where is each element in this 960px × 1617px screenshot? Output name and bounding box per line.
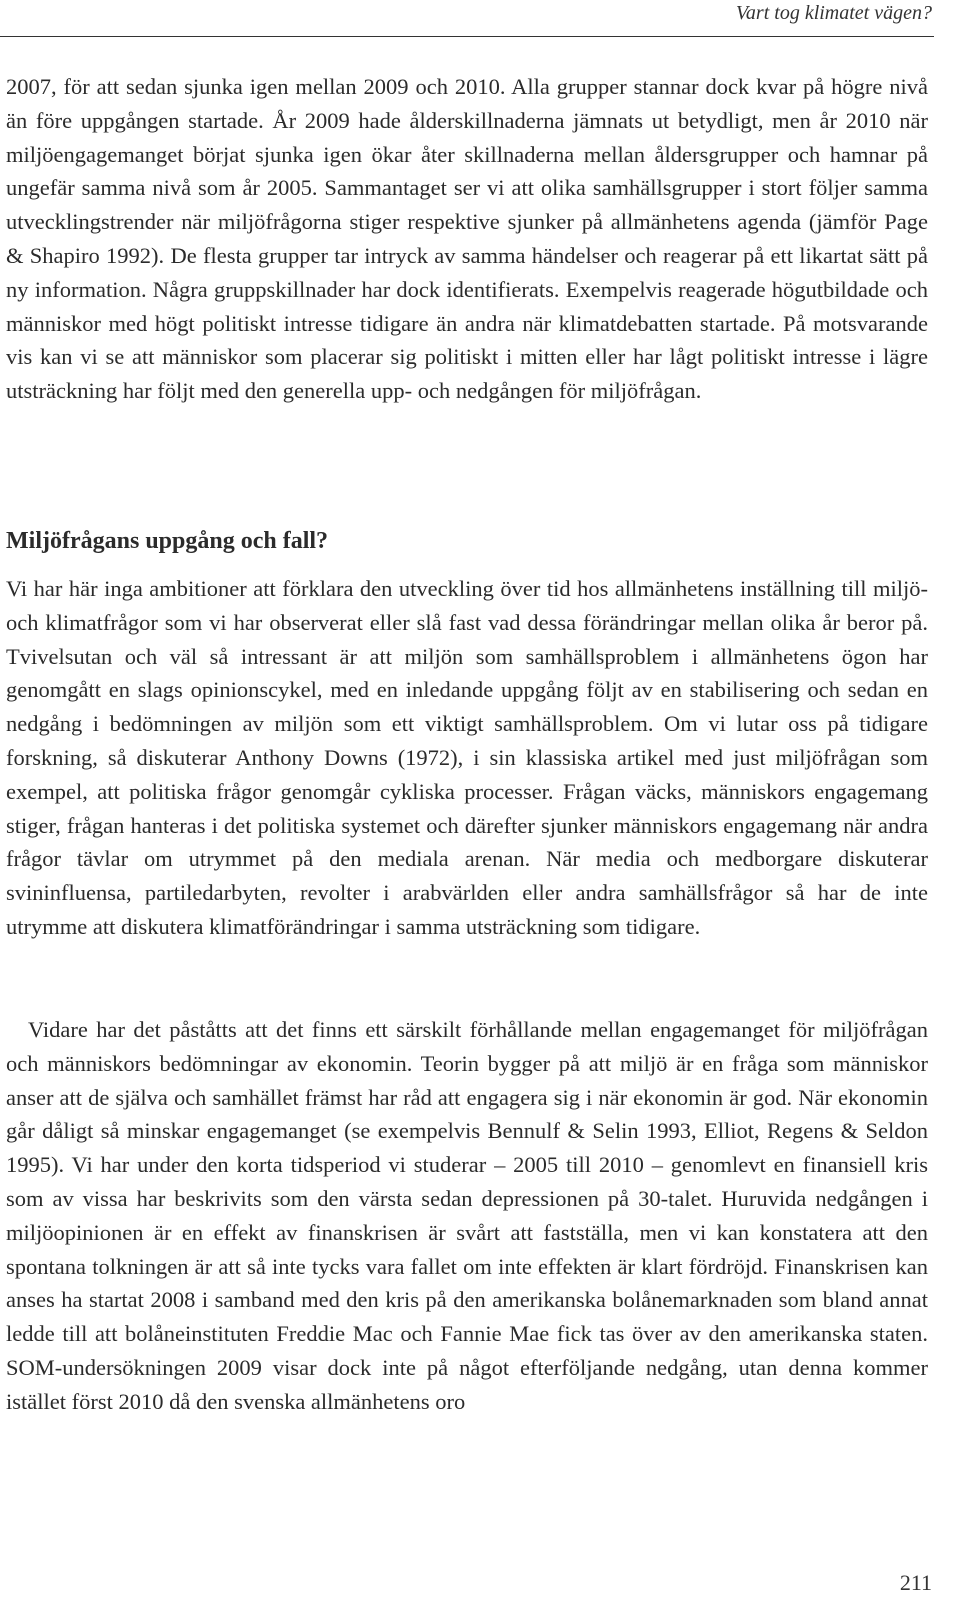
page-number: 211 <box>899 1570 932 1595</box>
paragraph-1: 2007, för att sedan sjunka igen mellan 2009 och 2010. Alla grupper stannar dock kvar på högre nivå än före uppgången startade. År 2009 hade ålderskillnaderna jämnats ut betydligt, men år 2010 när miljöengagemanget börjat sjunka igen ökar åter skillnaderna mellan åldersgrupper och hamnar på ungefär samma nivå som år 2005. Sammantaget ser vi att olika samhällsgrupper i stort följer samma utvecklingstrender när miljöfrågorna stiger respektive sjunker på allmänhetens agenda (jämför Page & Shapiro 1992). De flesta grupper tar intryck av samma händelser och reagerar på ett likartat sätt på ny information. Några gruppskillnader har dock identifierats. Exempelvis reagerade högutbildade och människor med högt politiskt intresse tidigare än andra när klimatdebatten startade. På motsvarande vis kan vi se att människor som placerar sig politiskt i mitten eller har lågt politiskt intresse i lägre utsträckning har följt med den generella upp- och nedgången för miljöfrågan. <box>6 74 928 404</box>
running-header: Vart tog klimatet vägen? <box>735 2 932 24</box>
section-heading: Miljöfrågans uppgång och fall? <box>6 528 329 554</box>
paragraph-2: Vi har här inga ambitioner att förklara den utveckling över tid hos allmänhetens inställning till miljö- och klimatfrågor som vi har observerat eller slå fast vad dessa förändringar mellan olika år beror på. Tvivelsutan och väl så intressant är att miljön som samhällsproblem i allmänhetens ögon har genomgått en slags opinionscykel, med en inledande uppgång följt av en stabilisering och sedan en nedgång i bedömningen av miljön som ett viktigt samhällsproblem. Om vi lutar oss på tidigare forskning, så diskuterar Anthony Downs (1972), i sin klassiska artikel med just miljöfrågan som exempel, att politiska frågor genomgår cykliska processer. Frågan väcks, människors engagemang stiger, frågan hanteras i det politiska systemet och därefter sjunker människors engagemang när andra frågor tävlar om utrymmet på den mediala arenan. När media och medborgare diskuterar svininfluensa, partiledarbyten, revolter i arabvärlden eller andra samhällsfrågor så har de inte utrymme att diskutera klimatförändringar i samma utsträckning som tidigare. <box>6 576 928 939</box>
paragraph-3: Vidare har det påståtts att det finns ett särskilt förhållande mellan engagemanget för miljöfrågan och människors bedömningar av ekonomin. Teorin bygger på att miljö är en fråga som människor anser att de själva och samhället främst har råd att engagera sig i när ekonomin är god. När ekonomin går dåligt så minskar engagemanget (se exempelvis Bennulf & Selin 1993, Elliot, Regens & Seldon 1995). Vi har under den korta tidsperiod vi studerar – 2005 till 2010 – genomlevt en finansiell kris som av vissa har beskrivits som den värsta sedan depressionen på 30-talet. Huruvida nedgången i miljöopinionen är en effekt av finanskrisen är svårt att fastställa, men vi kan konstatera att den spontana tolkningen är att så inte tycks vara fallet om inte effekten är klart fördröjd. Finanskrisen kan anses ha startat 2008 i samband med den kris på den amerikanska bolånemarknaden som bland annat ledde till att bolåneinstituten Freddie Mac och Fannie Mae fick tas över av den amerikanska staten. SOM-undersökningen 2009 visar dock inte på något efterföljande nedgång, utan denna kommer istället först 2010 då den svenska allmänhetens oro <box>6 1017 928 1414</box>
header-divider <box>0 36 934 37</box>
